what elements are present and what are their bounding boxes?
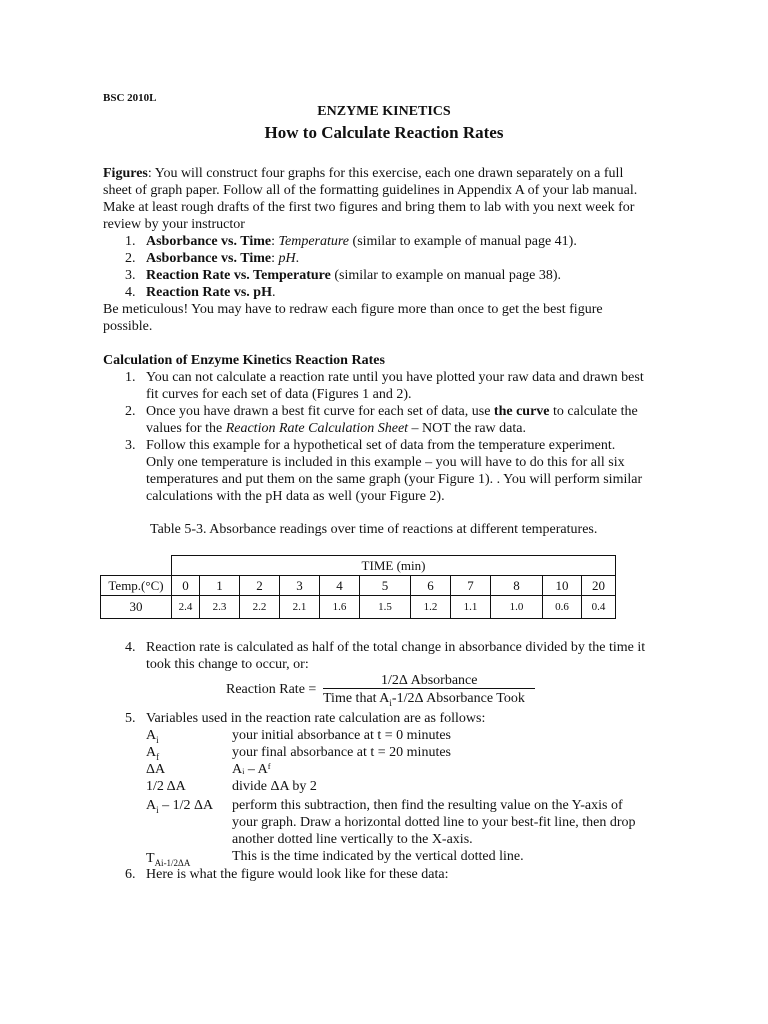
list-number: 1. [125, 234, 136, 249]
step-1-line-2: fit curves for each set of data (Figures 1 and 2). [146, 387, 412, 402]
list-number: 1. [125, 370, 136, 385]
step-2-line-2: values for the Reaction Rate Calculation Sheet – NOT the raw data. [146, 421, 526, 436]
table-corner [101, 556, 172, 576]
step-3-line-4: calculations with the pH data as well (your Figure 2). [146, 489, 445, 504]
variable-description: divide ΔA by 2 [232, 779, 317, 794]
variable-symbol: $A_f$ [146, 745, 160, 762]
figure-list-item: Asborbance vs. Time: pH. [146, 251, 300, 266]
variable-description: perform this subtraction, then find the resulting value on the Y-axis of [232, 798, 623, 813]
figure-list-item: Reaction Rate vs. pH. [146, 285, 276, 300]
variable-description: your initial absorbance at t = 0 minutes [232, 728, 452, 743]
step-3-line-3: temperatures and put them on the same graph (your Figure 1). . You will perform similar [146, 472, 643, 487]
variable-description: This is the time indicated by the vertical dotted line. [232, 849, 524, 864]
step-5-intro: Variables used in the reaction rate calculation are as follows: [146, 711, 486, 726]
row-label-header: Temp.(°C) [101, 576, 172, 596]
list-number: 4. [125, 640, 136, 655]
section-heading: Calculation of Enzyme Kinetics Reaction Rates [103, 353, 385, 368]
time-cell: 7 [451, 576, 491, 596]
absorbance-table [100, 555, 616, 619]
variable-symbol: 1/2 ΔA [146, 779, 186, 794]
figure-list-item: Asborbance vs. Time: Temperature (similar to example of manual page 41). [146, 234, 577, 249]
time-cell: 4 [320, 576, 360, 596]
variable-symbol: $A_i$ [146, 728, 159, 745]
time-cell: 5 [360, 576, 411, 596]
table-row [101, 576, 616, 596]
time-header: TIME (min) [172, 556, 616, 576]
reading-cell: 2.3 [200, 596, 240, 619]
time-cell: 20 [582, 576, 616, 596]
step-4-line-1: Reaction rate is calculated as half of the total change in absorbance divided by the time it [146, 640, 646, 655]
time-cell: 0 [172, 576, 200, 596]
list-number: 3. [125, 268, 136, 283]
reading-cell: 1.6 [320, 596, 360, 619]
time-cell: 3 [280, 576, 320, 596]
figures-intro-line-2: sheet of graph paper. Follow all of the formatting guidelines in Appendix A of your lab manual. [103, 183, 638, 198]
step-1-line-1: You can not calculate a reaction rate until you have plotted your raw data and drawn best [146, 370, 644, 385]
time-cell: 2 [240, 576, 280, 596]
table-row [101, 596, 616, 619]
document-subtitle: How to Calculate Reaction Rates [264, 123, 504, 142]
list-number: 3. [125, 438, 136, 453]
reading-cell: 1.1 [451, 596, 491, 619]
step-3-line-1: Follow this example for a hypothetical set of data from the temperature experiment. [146, 438, 616, 453]
figures-intro-line-3: Make at least rough drafts of the first two figures and bring them to lab with you next week for [103, 200, 635, 215]
variable-description: your final absorbance at t = 20 minutes [232, 745, 452, 760]
time-cell: 6 [411, 576, 451, 596]
time-cell: 8 [491, 576, 543, 596]
step-3-line-2: Only one temperature is included in this example – you will have to do this for all six [146, 455, 625, 470]
fraction-bar [323, 688, 535, 689]
variable-description-cont: your graph. Draw a horizontal dotted line to your best-fit line, then drop [232, 815, 636, 830]
temp-cell: 30 [101, 596, 172, 619]
step-4-line-2: took this change to occur, or: [146, 657, 309, 672]
time-cell: 10 [543, 576, 582, 596]
step-6-text: Here is what the figure would look like for these data: [146, 867, 449, 882]
reading-cell: 0.4 [582, 596, 616, 619]
document-title: ENZYME KINETICS [317, 104, 451, 119]
formula-lhs: Reaction Rate = [226, 682, 317, 697]
variable-symbol: $T_{Ai-1/2\Delta A}$ [146, 851, 191, 868]
time-cell: 1 [200, 576, 240, 596]
step-2-line-1: Once you have drawn a best fit curve for each set of data, use the curve to calculate the [146, 404, 638, 419]
reading-cell: 1.0 [491, 596, 543, 619]
reading-cell: 2.1 [280, 596, 320, 619]
figures-intro-line-1: Figures: You will construct four graphs for this exercise, each one drawn separately on a full [103, 166, 624, 181]
formula-numerator: 1/2Δ Absorbance [381, 673, 478, 688]
formula-denominator: Time that $A_i-1/2\Delta$ Absorbance Took [323, 691, 525, 708]
reading-cell: 1.5 [360, 596, 411, 619]
variable-symbol: ΔA [146, 762, 166, 777]
list-number: 6. [125, 867, 136, 882]
figure-list-item: Reaction Rate vs. Temperature (similar to example on manual page 38). [146, 268, 561, 283]
table-caption: Table 5-3. Absorbance readings over time of reactions at different temperatures. [150, 522, 598, 537]
list-number: 2. [125, 251, 136, 266]
variable-description: Aᵢ – Aᶠ [232, 762, 271, 777]
figures-outro-line-2: possible. [103, 319, 153, 334]
reading-cell: 2.2 [240, 596, 280, 619]
list-number: 4. [125, 285, 136, 300]
reading-cell: 1.2 [411, 596, 451, 619]
figures-outro-line-1: Be meticulous! You may have to redraw each figure more than once to get the best figure [103, 302, 603, 317]
list-number: 2. [125, 404, 136, 419]
course-code: BSC 2010L [103, 92, 157, 104]
reading-cell: 0.6 [543, 596, 582, 619]
variable-description-cont: another dotted line vertically to the X-axis. [232, 832, 473, 847]
list-number: 5. [125, 711, 136, 726]
variable-symbol: $A_i - 1/2$ ΔA [146, 798, 214, 815]
figures-intro-line-4: review by your instructor [103, 217, 245, 232]
reading-cell: 2.4 [172, 596, 200, 619]
